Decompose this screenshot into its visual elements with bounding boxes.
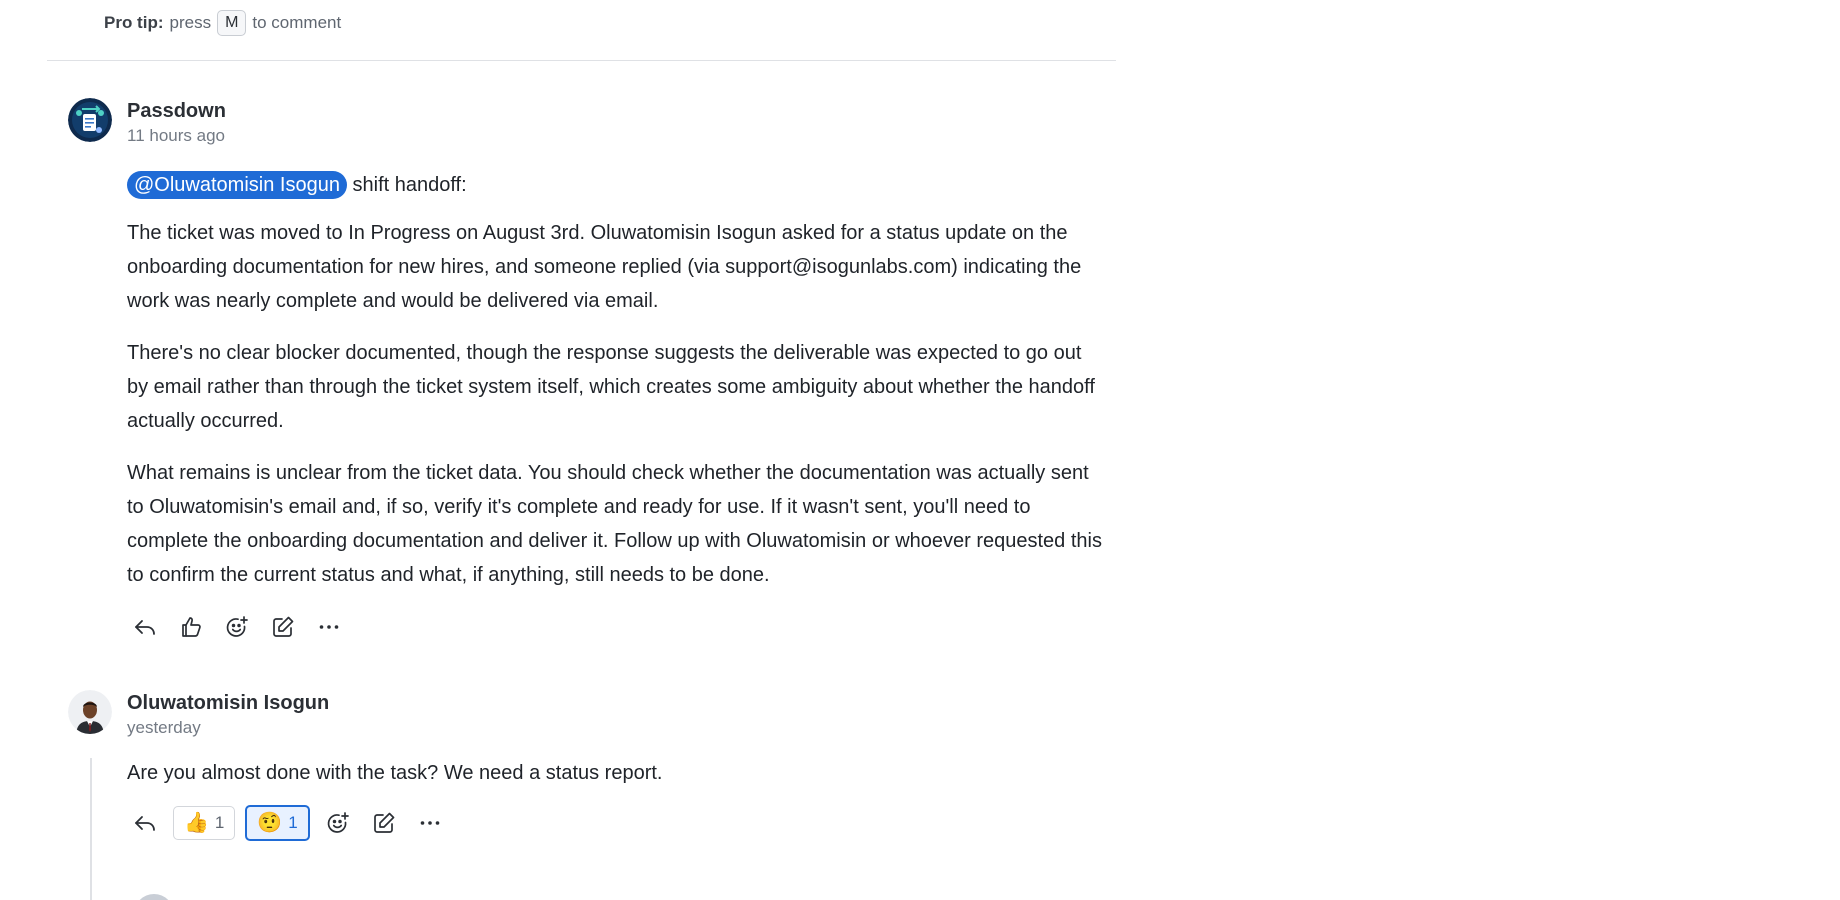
mention-suffix: shift handoff: <box>346 174 467 196</box>
add-reaction-icon <box>326 811 350 835</box>
more-options-button[interactable] <box>311 609 347 645</box>
avatar[interactable] <box>68 690 112 734</box>
comment-timestamp[interactable]: yesterday <box>127 718 201 737</box>
thumbs-up-emoji-icon: 👍 <box>184 812 209 834</box>
pro-tip <box>104 10 341 36</box>
more-icon <box>418 811 442 835</box>
comment-intro <box>127 168 1107 202</box>
comment-paragraph: The ticket was moved to In Progress on August 3rd. Oluwatomisin Isogun asked for a status update on the onboarding documentation for new hires, and someone replied (via support@isogunlabs.com) indicating the work was nearly complete and would be delivered via email. <box>127 222 1082 312</box>
avatar[interactable] <box>134 894 174 900</box>
add-reaction-button[interactable] <box>219 609 255 645</box>
comment-body <box>127 756 1107 808</box>
comment-actions <box>127 609 347 645</box>
comment-timestamp[interactable]: 11 hours ago <box>127 126 225 145</box>
add-reaction-icon <box>225 615 249 639</box>
edit-icon <box>271 615 295 639</box>
comment-author[interactable]: Oluwatomisin Isogun <box>127 692 330 714</box>
avatar[interactable] <box>68 98 112 142</box>
reaction-count: 1 <box>214 813 225 832</box>
like-button[interactable] <box>173 609 209 645</box>
comment-actions <box>127 805 448 841</box>
pro-tip-label: Pro tip: <box>104 13 164 32</box>
comment-paragraph: There's no clear blocker documented, though the response suggests the deliverable was expected to go out by email rather than through the ticket system itself, which creates some ambiguity about whether the handoff actually occurred. <box>127 342 1095 432</box>
reaction-thumbs-up[interactable] <box>173 806 235 840</box>
add-reaction-button[interactable] <box>320 805 356 841</box>
user-mention[interactable]: @Oluwatomisin Isogun <box>127 171 347 199</box>
reply-button[interactable] <box>127 805 163 841</box>
reply-icon <box>133 615 157 639</box>
edit-button[interactable] <box>366 805 402 841</box>
edit-icon <box>372 811 396 835</box>
more-icon <box>317 615 341 639</box>
more-options-button[interactable] <box>412 805 448 841</box>
raised-eyebrow-emoji-icon: 🤨 <box>257 812 283 834</box>
edit-button[interactable] <box>265 609 301 645</box>
keyboard-shortcut-key: M <box>217 10 246 36</box>
comment-paragraph: Are you almost done with the task? We need a status report. <box>127 762 663 784</box>
comment-author[interactable]: Passdown <box>127 100 226 122</box>
thread-line <box>90 758 92 900</box>
comment-paragraph: What remains is unclear from the ticket data. You should check whether the documentation was actually sent to Oluwatomisin's email and, if so, verify it's complete and ready for use. If it wasn't sent, you'll need to complete the onboarding documentation and deliver it. Follow up with Oluwatomisin or whoever requested this to confirm the current status and what, if anything, still needs to be done. <box>127 462 1102 586</box>
thumbs-up-icon <box>179 615 203 639</box>
divider <box>47 60 1116 61</box>
comment-body <box>127 168 1107 610</box>
pro-tip-text-before: press <box>169 13 212 32</box>
reply-button[interactable] <box>127 609 163 645</box>
pro-tip-text-after: to comment <box>252 13 342 32</box>
reaction-raised-eyebrow[interactable] <box>245 805 309 841</box>
reply-icon <box>133 811 157 835</box>
reaction-count: 1 <box>288 813 298 832</box>
